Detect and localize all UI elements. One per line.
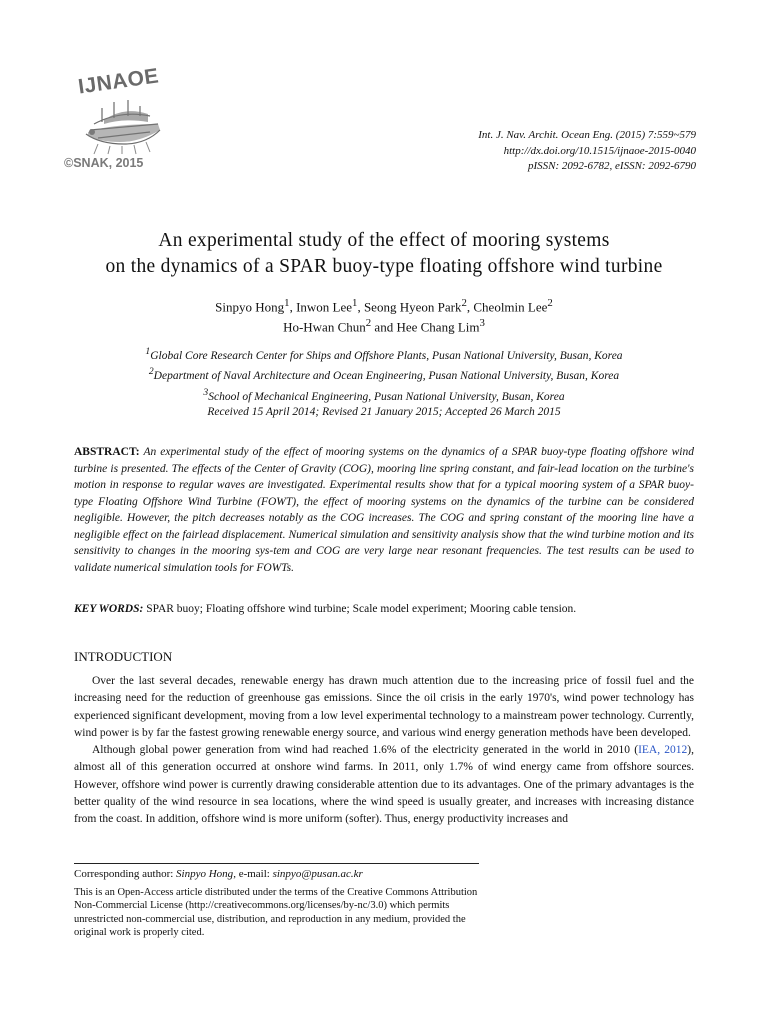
license-note: This is an Open-Access article distributed under the terms of the Creative Commons Attribution Non-Commercial License (http://creativecommons.org/licenses/by-nc/3.0) which permits unrestricted non-commercial use, distribution, and reproduction in any medium, provided the original work is properly cited.: [74, 887, 478, 938]
author-affil-sup: 2: [461, 297, 467, 309]
author-affil-sup: 2: [365, 317, 372, 330]
ship-emblem-icon: [80, 94, 166, 156]
journal-citation-block: [478, 128, 696, 175]
corresponding-name: Sinpyo Hong: [176, 868, 234, 880]
journal-citation: Int. J. Nav. Archit. Ocean Eng. (2015) 7:559~579: [478, 129, 696, 141]
paragraph: Over the last several decades, renewable energy has drawn much attention due to the increasing price of fossil fuel and the increasing need for the reduction of greenhouse gas emissions. Since the oil crisis in the early 1970's, wind power technology has experienced significant development, moving from a low level experimental technology to a mainstream power technology. Currently, wind power is by far the fastest growing renewable energy source, and various wind energy generation methods have been developed.: [74, 675, 694, 739]
author-name: Ho-Hwan Chun: [283, 319, 366, 335]
author-affil-sup: 2: [547, 297, 553, 309]
affiliation-item: [40, 385, 728, 405]
introduction-body: [74, 673, 694, 829]
keywords-label: KEY WORDS:: [74, 603, 144, 615]
author-affil-sup: 1: [352, 297, 358, 309]
keywords: [74, 603, 694, 615]
affiliations: [40, 344, 728, 405]
journal-logo: [62, 64, 182, 180]
keywords-text: SPAR buoy; Floating offshore wind turbine; Scale model experiment; Mooring cable tension.: [146, 603, 577, 615]
section-heading-introduction: INTRODUCTION: [74, 649, 173, 664]
affiliation-text: Global Core Research Center for Ships and Offshore Plants, Pusan National University, Busan, Korea: [150, 349, 623, 362]
journal-issn: pISSN: 2092-6782, eISSN: 2092-6790: [527, 160, 696, 172]
corresponding-email[interactable]: sinpyo@pusan.ac.kr: [272, 868, 363, 880]
journal-doi[interactable]: http://dx.doi.org/10.1515/ijnaoe-2015-0040: [503, 144, 696, 157]
abstract-text: An experimental study of the effect of mooring systems on the dynamics of a SPAR buoy-type floating offshore wind turbine is presented. The effects of the Center of Gravity (COG), mooring line spring constant, and fair-lead location on the turbine's motion in response to regular waves are investigated. Experimental results show that for a typical mooring system of a SPAR buoy-type Floating Offshore Wind Turbine (FOWT), the effect of mooring systems on the dynamics of the turbine can be considered negligible. However, the pitch decreases notably as the COG increases. The COG and spring constant of the mooring line have a negligible effect on the fairlead displacement. Numerical simulation and sensitivity analysis show that the wind turbine motion and its sensitivity to changes in the mooring sys-tem and COG are very large near resonant frequencies. The test results can be used to validate numerical simulation tools for FOWTs.: [74, 446, 694, 574]
email-label: , e-mail:: [233, 868, 270, 880]
affiliation-sup: 2: [148, 366, 154, 378]
affiliation-item: [40, 344, 728, 364]
title-line-1: An experimental study of the effect of mooring systems: [158, 230, 610, 251]
corresponding-label: Corresponding author:: [74, 868, 174, 880]
abstract-label: ABSTRACT:: [74, 446, 140, 458]
logo-title: IJNAOE: [76, 64, 161, 99]
citation-link[interactable]: IEA, 2012: [638, 744, 688, 757]
paragraph-text: Although global power generation from wind had reached 1.6% of the electricity generated in the world in 2010 (: [92, 744, 639, 757]
affiliation-text: Department of Naval Architecture and Ocean Engineering, Pusan National University, Busan, Korea: [153, 370, 620, 383]
paragraph: [74, 742, 694, 828]
logo-copyright: ©SNAK, 2015: [64, 156, 144, 170]
author-affil-sup: 3: [479, 317, 485, 330]
paragraph-text: ), almost all of this generation occurred at onshore wind farms. In 2011, only 1.7% of wind energy came from offshore sources. However, offshore wind power is currently drawing considerable attention due to its advantages. One of the primary advantages is the better quality of the wind resource in sea locations, where the wind speed is usually greater, and increases with increasing distance from the coast. In addition, offshore wind is more uniform (softer). Thus, energy productivity increases and: [74, 744, 694, 826]
author-name: Sinpyo Hong: [215, 299, 285, 315]
affiliation-item: [40, 364, 728, 384]
author-name: Cheolmin Lee: [473, 299, 548, 315]
paper-title: [40, 228, 728, 280]
author-name: Seong Hyeon Park: [363, 299, 462, 315]
corresponding-author: [74, 868, 363, 880]
title-line-2: on the dynamics of a SPAR buoy-type floating offshore wind turbine: [105, 256, 663, 277]
footnote-divider: [74, 863, 479, 864]
abstract: [74, 444, 694, 576]
author-name: Hee Chang Lim: [396, 319, 480, 335]
affiliation-sup: 3: [203, 386, 209, 398]
author-name: Inwon Lee: [296, 299, 353, 315]
author-conjunction: and: [374, 319, 394, 335]
affiliation-sup: 1: [145, 346, 151, 357]
author-list: Sinpyo Hong$^1$, Inwon Lee$^1$, Seong Hyeon Park$^2$, Cheolmin Lee$^2$ Ho-Hwan Chun$^2$ and Hee Chang Lim$^3$: [215, 297, 553, 335]
affiliation-text: School of Mechanical Engineering, Pusan National University, Busan, Korea: [208, 390, 565, 403]
author-affil-sup: 1: [284, 297, 290, 309]
received-dates: Received 15 April 2014; Revised 21 January 2015; Accepted 26 March 2015: [207, 406, 561, 418]
